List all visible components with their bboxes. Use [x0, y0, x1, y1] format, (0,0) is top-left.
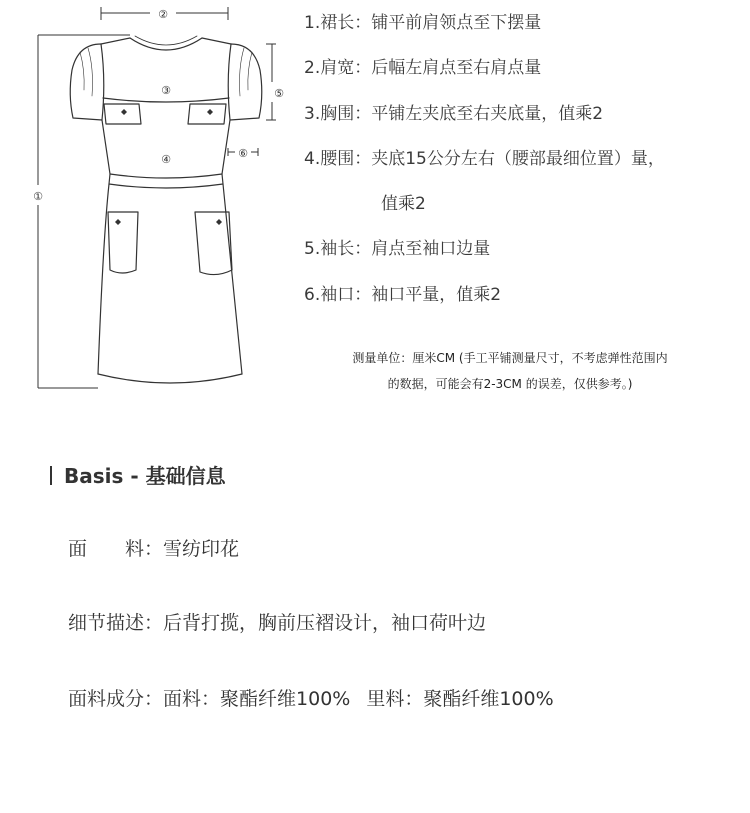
measurement-desc: 夹底15公分左右（腰部最细位置）量，: [371, 149, 665, 169]
measurement-item-waist: [304, 148, 665, 171]
marker-5: ⑤: [274, 87, 284, 100]
detail-value: 后背打揽，胸前压褶设计，袖口荷叶边: [163, 612, 487, 634]
dress-shoulder-left: [101, 38, 130, 44]
info-row-composition: [68, 687, 554, 711]
measurement-note: [300, 345, 720, 397]
measurement-label: 5.袖长：: [304, 239, 372, 259]
dress-skirt-pocket-left: [108, 212, 138, 273]
dress-buttons: [115, 109, 222, 225]
composition-lining: 里料：聚酯纤维100%: [366, 688, 554, 710]
measurement-label: 3.胸围：: [304, 104, 372, 124]
dress-bodice-side-left: [101, 44, 110, 174]
measurement-desc: 平铺左夹底至右夹底量，值乘2: [371, 104, 604, 124]
marker-3: ③: [161, 84, 171, 97]
title-bar-divider: [50, 466, 52, 485]
basis-title-text: Basis - 基础信息: [64, 464, 226, 488]
measurement-item-length: [304, 12, 541, 35]
button-icon: [216, 219, 222, 225]
dress-bodice-side-right: [222, 44, 231, 174]
marker-4: ④: [161, 153, 171, 166]
measurement-item-cuff: [304, 284, 501, 307]
measurement-desc: 后幅左肩点至右肩点量: [371, 58, 542, 78]
dress-sleeve-right: [230, 44, 262, 120]
dress-skirt-left-side: [98, 184, 109, 374]
composition-label: 面料成分：: [68, 688, 164, 710]
marker-6: ⑥: [238, 147, 248, 160]
dress-chest-pocket-right: [188, 104, 226, 124]
button-icon: [121, 109, 127, 115]
dress-bust-seam: [103, 98, 229, 102]
measurement-item-sleeve: [304, 238, 490, 261]
measurement-label: 4.腰围：: [304, 149, 372, 169]
detail-label: 细节描述：: [68, 612, 164, 634]
marker-2: ②: [158, 8, 168, 21]
measurement-desc: 袖口平量，值乘2: [371, 285, 502, 305]
button-icon: [207, 109, 213, 115]
marker-1: ①: [33, 190, 43, 203]
fabric-label-a: 面: [68, 538, 88, 560]
dress-shoulder-right: [202, 38, 231, 44]
basis-section-title: [50, 460, 226, 489]
dress-chest-pocket-left: [104, 104, 141, 124]
measurement-note-line2: 的数据，可能会有2-3CM 的误差，仅供参考。): [387, 377, 633, 391]
measurement-desc: 肩点至袖口边量: [371, 239, 491, 259]
dress-collar-inner: [135, 36, 197, 45]
measurement-item-shoulder: [304, 57, 541, 80]
measurement-desc: 铺平前肩领点至下摆量: [371, 13, 542, 33]
dress-sketch-svg: [0, 0, 300, 400]
measurement-label: 6.袖口：: [304, 285, 372, 305]
measurement-label: 1.裙长：: [304, 13, 372, 33]
dress-hem: [98, 374, 242, 383]
dress-waistband: [109, 174, 223, 188]
fabric-label-b: 料：: [125, 538, 164, 560]
dress-neckline: [130, 38, 202, 50]
composition-shell: 面料：聚酯纤维100%: [163, 688, 351, 710]
measurement-label: 2.肩宽：: [304, 58, 372, 78]
fabric-value: 雪纺印花: [163, 538, 240, 560]
measurement-note-line1: 测量单位：厘米CM (手工平铺测量尺寸，不考虑弹性范围内: [352, 351, 668, 365]
dress-measurement-diagram: [0, 0, 300, 400]
dress-sleeve-left: [70, 44, 102, 120]
measurement-item-bust: [304, 103, 603, 126]
info-row-fabric: [68, 537, 239, 561]
info-row-detail: [68, 611, 486, 635]
measurement-item-waist-cont: 值乘2: [381, 194, 426, 214]
button-icon: [115, 219, 121, 225]
